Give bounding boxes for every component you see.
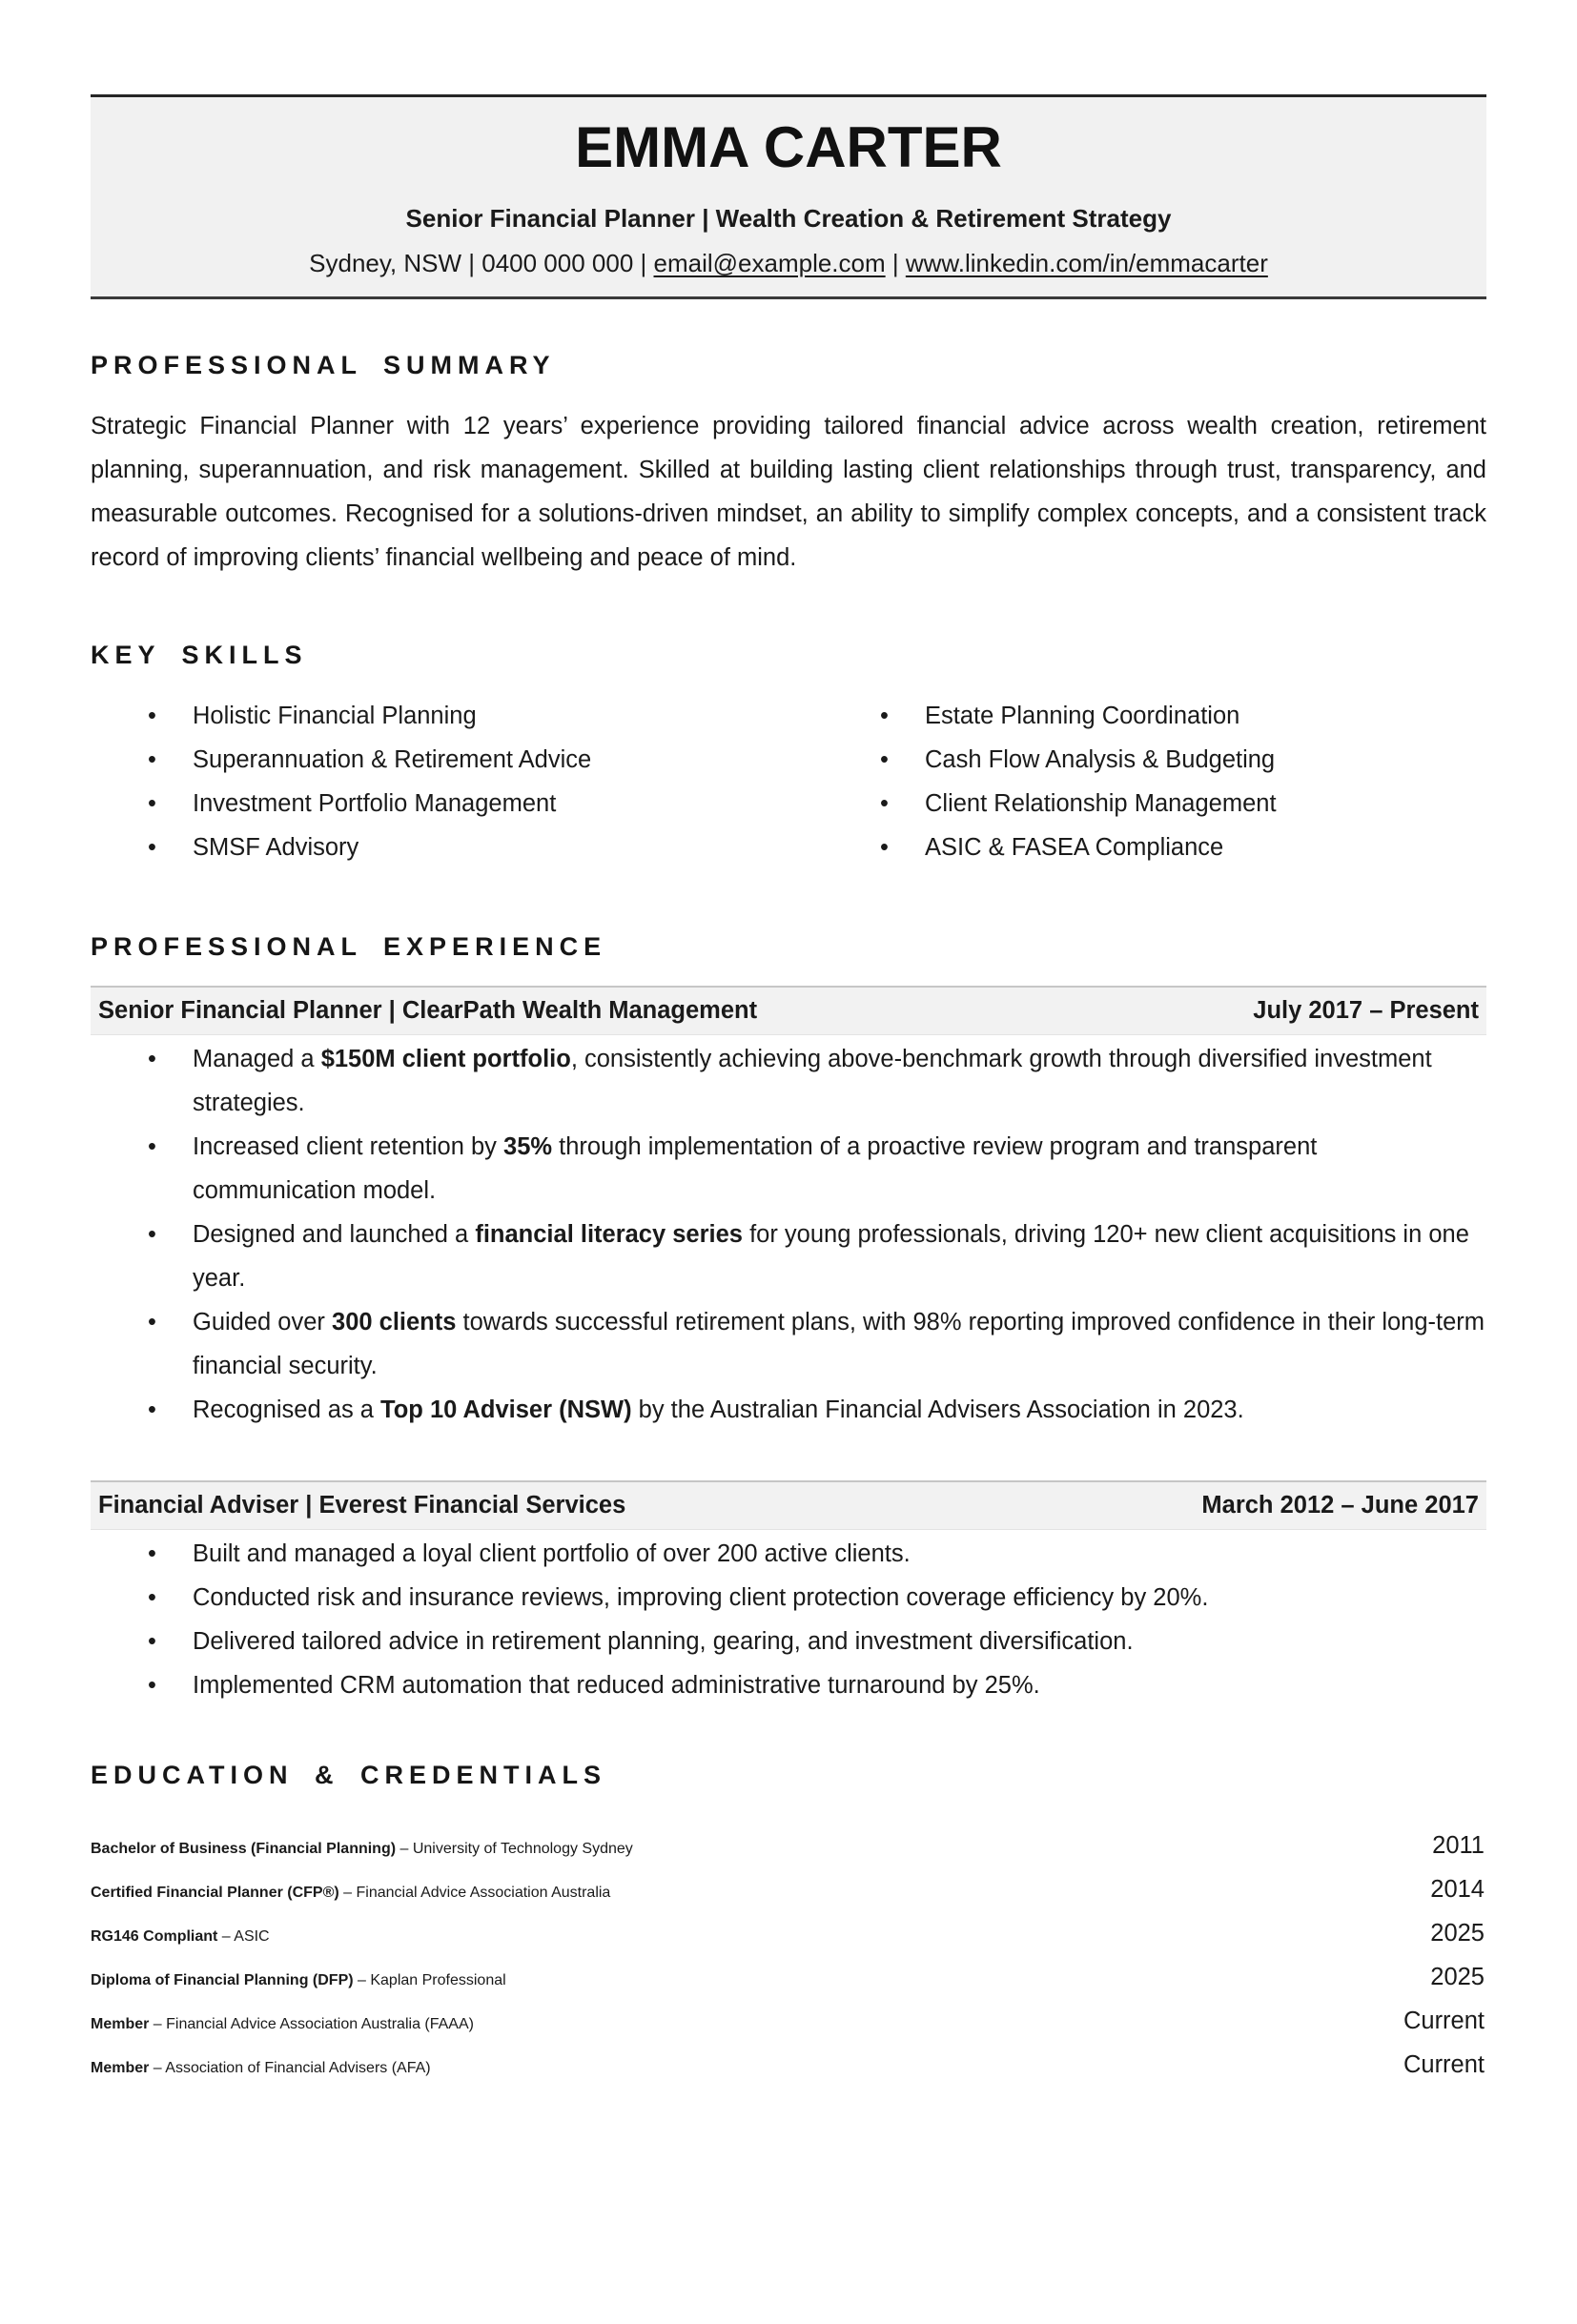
bullet-text: through implementation of a proactive review program and transparent communication model. [193,1133,1318,1204]
bullet-text: Guided over [193,1309,333,1335]
skill-label: Investment Portfolio Management [193,790,557,817]
bullet-text: towards successful retirement plans, with 98% reporting improved confidence in their long-term financial security. [193,1309,1485,1379]
list-item [91,738,823,782]
credential-text [91,1972,1430,1989]
credential-year: 2025 [1430,1920,1485,1947]
skill-label: SMSF Advisory [193,834,359,861]
table-row [91,1824,1486,1867]
list-item [91,694,823,738]
list-item [91,1300,1486,1388]
job-header-bar [91,986,1486,1035]
table-row [91,1999,1486,2043]
job-entry [91,1480,1486,1707]
bullet-text-bold: 35% [503,1133,553,1160]
section-professional-summary [91,351,1486,580]
job-dates: July 2017 – Present [1253,997,1479,1024]
skills-heading: KEY SKILLS [91,641,308,669]
table-row [91,1911,1486,1955]
list-item [91,1037,1486,1125]
bullet-text: Delivered tailored advice in retirement planning, gearing, and investment diversification. [193,1628,1134,1655]
section-key-skills [91,641,1486,869]
skill-label: ASIC & FASEA Compliance [925,834,1224,861]
skill-label: Cash Flow Analysis & Budgeting [925,746,1276,773]
list-item [91,1388,1486,1432]
bullet-text: for young professionals, driving 120+ new client acquisitions in one year. [193,1221,1469,1292]
credential-text [91,2016,1403,2033]
summary-paragraph: Strategic Financial Planner with 12 years’ experience providing tailored financial advice across wealth creation, retirement planning, superannuation, and risk management. Skilled at building lasting client relationships through trust, transparency, and measurable outcomes. Recognised for a solutions-driven mindset, an ability to simplify complex concepts, and a consistent track record of improving clients’ financial wellbeing and peace of mind. [91,413,1486,571]
credential-year: 2011 [1432,1832,1485,1859]
list-item [91,782,823,826]
bullet-text: Increased client retention by [193,1133,504,1160]
table-row [91,2043,1486,2087]
job-header-bar [91,1480,1486,1530]
credential-year: Current [1403,2008,1485,2034]
linkedin-link[interactable]: www.linkedin.com/in/emmacarter [905,249,1268,277]
job-bullet-list [91,1037,1486,1432]
list-item [91,826,823,869]
bullet-text-bold: Top 10 Adviser (NSW) [380,1396,632,1423]
list-item [91,1663,1486,1707]
list-item [91,1620,1486,1663]
job-bullet-list [91,1532,1486,1707]
section-professional-experience [91,932,1486,1707]
person-name: EMMA CARTER [575,115,1002,179]
credential-text [91,1885,1430,1902]
resume-page [91,94,1486,2087]
credential-title: RG146 Compliant [91,1928,218,1945]
header-band [91,94,1486,299]
skill-label: Holistic Financial Planning [193,703,477,729]
job-title: Senior Financial Planner | ClearPath Wealth Management [98,997,758,1024]
credential-text [91,2060,1403,2077]
skill-label: Estate Planning Coordination [925,703,1240,729]
table-row [91,1955,1486,1999]
credential-title: Diploma of Financial Planning (DFP) [91,1972,354,1988]
credential-year: 2025 [1430,1964,1485,1990]
bullet-text: , consistently achieving above-benchmark growth through diversified investment strategies. [193,1046,1432,1116]
email-link[interactable]: email@example.com [653,249,886,277]
skills-columns [91,694,1486,869]
credential-title: Member [91,2060,150,2076]
bullet-text: Recognised as a [193,1396,381,1423]
bullet-text-bold: $150M client portfolio [320,1046,571,1072]
list-item [823,782,1486,826]
headline: Senior Financial Planner | Wealth Creation & Retirement Strategy [405,204,1172,233]
bullet-text: Designed and launched a [193,1221,476,1248]
education-list [91,1824,1486,2087]
job-dates: March 2012 – June 2017 [1201,1492,1479,1519]
table-row [91,1867,1486,1911]
section-education-credentials [91,1761,1486,2087]
credential-text [91,1841,1432,1858]
credential-year: Current [1403,2051,1485,2078]
job-title: Financial Adviser | Everest Financial Services [98,1492,626,1519]
credential-title: Certified Financial Planner (CFP®) [91,1885,339,1901]
credential-year: 2014 [1430,1876,1485,1903]
bullet-text: Built and managed a loyal client portfolio of over 200 active clients. [193,1540,911,1567]
skills-column-right [823,694,1486,869]
list-item [823,738,1486,782]
contact-separator: | [885,249,906,277]
credential-text [91,1928,1430,1946]
contact-line [100,249,1477,277]
credential-org: – Association of Financial Advisers (AFA) [149,2060,431,2076]
list-item [823,694,1486,738]
credential-org: – University of Technology Sydney [396,1841,633,1857]
summary-heading: PROFESSIONAL SUMMARY [91,351,556,379]
skill-label: Superannuation & Retirement Advice [193,746,592,773]
credential-org: – Financial Advice Association Australia [338,1885,611,1901]
bullet-text: by the Australian Financial Advisers Association in 2023. [631,1396,1244,1423]
list-item [91,1576,1486,1620]
education-heading: EDUCATION & CREDENTIALS [91,1761,607,1789]
bullet-text: Managed a [193,1046,321,1072]
list-item [91,1213,1486,1300]
experience-heading: PROFESSIONAL EXPERIENCE [91,932,607,961]
credential-org: – ASIC [217,1928,270,1945]
list-item [91,1125,1486,1213]
credential-title: Member [91,2016,150,2032]
list-item [823,826,1486,869]
skills-column-left [91,694,823,869]
credential-org: – Kaplan Professional [353,1972,506,1988]
bullet-text-bold: 300 clients [332,1309,457,1335]
bullet-text: Implemented CRM automation that reduced administrative turnaround by 25%. [193,1672,1040,1699]
bullet-text: Conducted risk and insurance reviews, improving client protection coverage efficiency by 20%. [193,1584,1209,1611]
skill-label: Client Relationship Management [925,790,1277,817]
credential-org: – Financial Advice Association Australia (FAAA) [149,2016,474,2032]
credential-title: Bachelor of Business (Financial Planning) [91,1841,397,1857]
contact-prefix: Sydney, NSW | 0400 000 000 | [309,249,654,277]
bullet-text-bold: financial literacy series [475,1221,743,1248]
list-item [91,1532,1486,1576]
job-entry [91,986,1486,1432]
